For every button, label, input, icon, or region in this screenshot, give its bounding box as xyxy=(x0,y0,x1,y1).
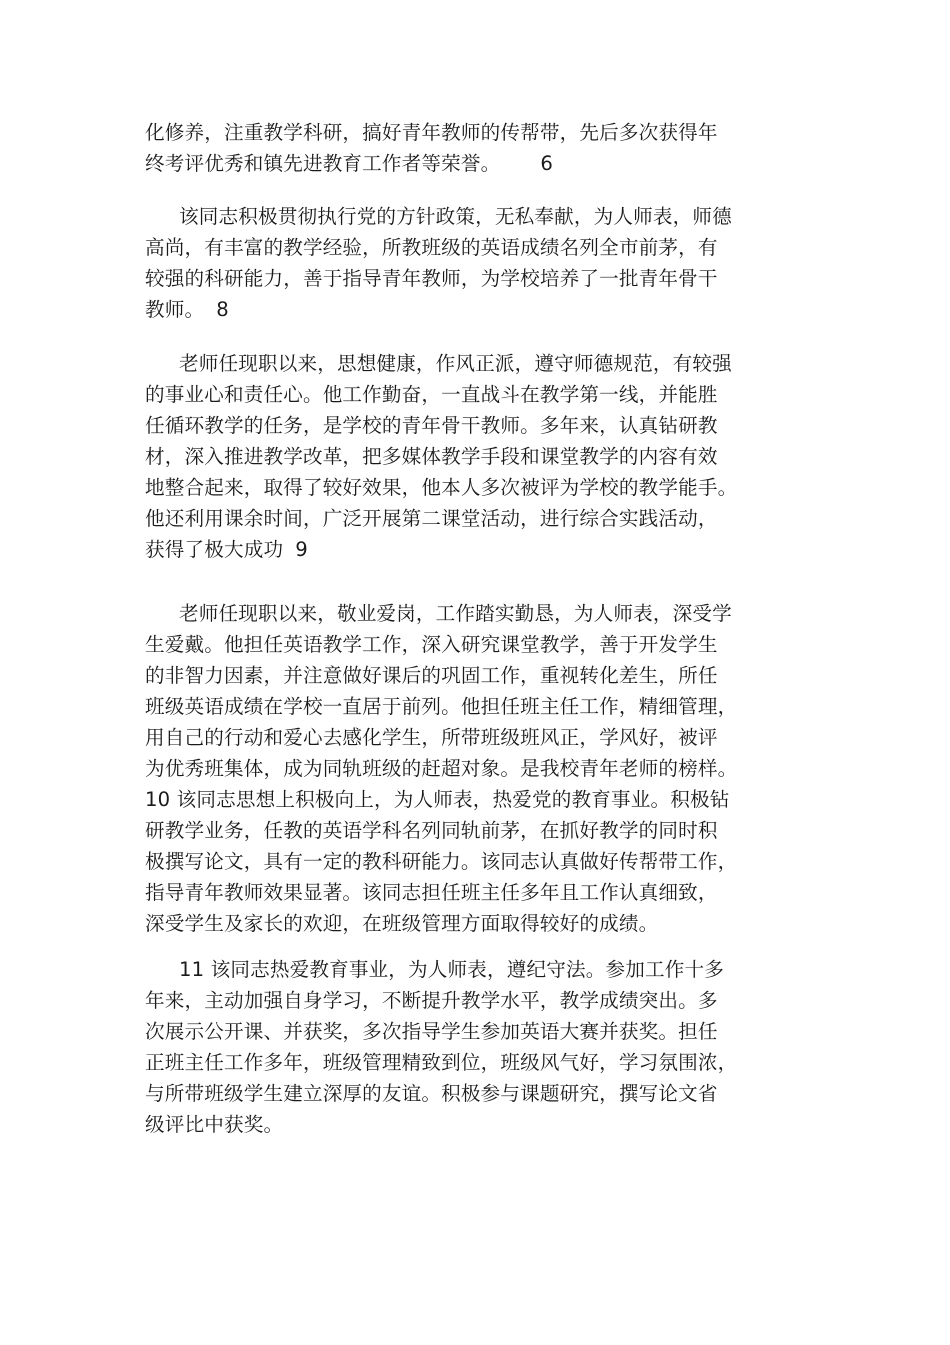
paragraph-line: 与所带班级学生建立深厚的友谊。积极参与课题研究，撰写论文省 xyxy=(145,1082,718,1105)
paragraph-text: 获得了极大成功 xyxy=(145,538,284,561)
paragraph-3 xyxy=(145,348,775,565)
paragraph-line: 10 该同志思想上积极向上，为人师表，热爱党的教育事业。积极钻 xyxy=(145,788,730,811)
entry-number: 8 xyxy=(216,298,229,321)
paragraph-line: 极撰写论文，具有一定的教科研能力。该同志认真做好传帮带工作， xyxy=(145,850,738,873)
paragraph-line: 地整合起来，取得了较好效果，他本人多次被评为学校的教学能手。 xyxy=(145,476,738,499)
paragraph-5 xyxy=(145,954,775,1140)
paragraph-text: 教师。 xyxy=(145,298,205,321)
paragraph-line: 次展示公开课、并获奖，多次指导学生参加英语大赛并获奖。担任 xyxy=(145,1020,718,1043)
paragraph-line: 级评比中获奖。 xyxy=(145,1113,284,1136)
paragraph-text: 终考评优秀和镇先进教育工作者等荣誉。 xyxy=(145,152,501,175)
paragraph-line xyxy=(145,148,775,179)
paragraph-line: 年来，主动加强自身学习，不断提升教学水平，教学成绩突出。多 xyxy=(145,989,718,1012)
paragraph-line xyxy=(145,534,775,565)
paragraph-line: 生爱戴。他担任英语教学工作，深入研究课堂教学，善于开发学生 xyxy=(145,633,718,656)
paragraph-4 xyxy=(145,598,775,939)
paragraph-line: 为优秀班集体，成为同轨班级的赶超对象。是我校青年老师的榜样。 xyxy=(145,757,738,780)
paragraph-line: 化修养，注重教学科研，搞好青年教师的传帮带，先后多次获得年 xyxy=(145,121,718,144)
paragraph-line: 深受学生及家长的欢迎，在班级管理方面取得较好的成绩。 xyxy=(145,912,659,935)
paragraph-line: 老师任现职以来，敬业爱岗，工作踏实勤恳，为人师表，深受学 xyxy=(179,602,732,625)
paragraph-line: 该同志积极贯彻执行党的方针政策，无私奉献，为人师表，师德 xyxy=(179,205,732,228)
paragraph-line: 指导青年教师效果显著。该同志担任班主任多年且工作认真细致， xyxy=(145,881,718,904)
paragraph-line: 的非智力因素，并注意做好课后的巩固工作，重视转化差生，所任 xyxy=(145,664,718,687)
paragraph-line: 高尚，有丰富的教学经验，所教班级的英语成绩名列全市前茅，有 xyxy=(145,236,718,259)
paragraph-line: 正班主任工作多年，班级管理精致到位，班级风气好，学习氛围浓， xyxy=(145,1051,738,1074)
paragraph-line: 较强的科研能力，善于指导青年教师，为学校培养了一批青年骨干 xyxy=(145,267,718,290)
paragraph-1 xyxy=(145,117,775,179)
entry-number: 6 xyxy=(540,152,554,175)
paragraph-line: 班级英语成绩在学校一直居于前列。他担任班主任工作，精细管理， xyxy=(145,695,738,718)
entry-number: 9 xyxy=(295,538,308,561)
paragraph-line: 老师任现职以来，思想健康，作风正派，遵守师德规范，有较强 xyxy=(179,352,732,375)
paragraph-line: 他还利用课余时间，广泛开展第二课堂活动，进行综合实践活动， xyxy=(145,507,718,530)
paragraph-2 xyxy=(145,201,775,325)
paragraph-line: 任循环教学的任务，是学校的青年骨干教师。多年来，认真钻研教 xyxy=(145,414,718,437)
paragraph-line: 的事业心和责任心。他工作勤奋，一直战斗在教学第一线，并能胜 xyxy=(145,383,718,406)
paragraph-line: 用自己的行动和爱心去感化学生，所带班级班风正，学风好，被评 xyxy=(145,726,718,749)
paragraph-line: 11 该同志热爱教育事业，为人师表，遵纪守法。参加工作十多 xyxy=(179,958,724,981)
paragraph-line: 材，深入推进教学改革，把多媒体教学手段和课堂教学的内容有效 xyxy=(145,445,718,468)
paragraph-line xyxy=(145,294,775,325)
paragraph-line: 研教学业务，任教的英语学科名列同轨前茅，在抓好教学的同时积 xyxy=(145,819,718,842)
